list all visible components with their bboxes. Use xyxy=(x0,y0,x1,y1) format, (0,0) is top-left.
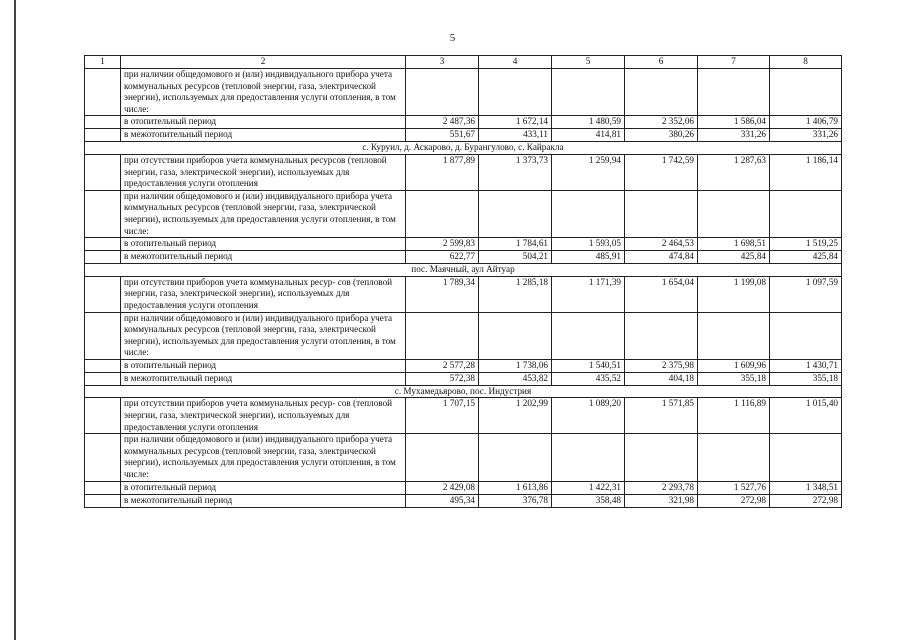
value-cell: 1 406,79 xyxy=(770,116,842,129)
empty-cell xyxy=(770,434,842,481)
value-cell: 495,34 xyxy=(406,494,479,507)
table-row-inter-heating xyxy=(85,494,842,507)
table-row-with-meter xyxy=(85,190,842,237)
row-description: при наличии общедомового и (или) индивидуального прибора учета коммунальных ресурсов (тепловой энергии, газа, электрической энергии), используемых для предоставления услуги отопления, в том числе: xyxy=(121,69,406,116)
column-number-row xyxy=(85,56,842,69)
value-cell: 453,82 xyxy=(479,372,552,385)
value-cell: 1 422,31 xyxy=(552,481,625,494)
column-header: 8 xyxy=(770,56,842,69)
locality-name: с. Мухамедьярово, пос. Индустрия xyxy=(85,385,842,398)
value-cell: 355,18 xyxy=(770,372,842,385)
row-number-cell xyxy=(85,398,121,434)
row-number-cell xyxy=(85,69,121,116)
value-cell: 2 599,83 xyxy=(406,238,479,251)
scan-page-edge xyxy=(14,0,16,640)
empty-cell xyxy=(698,69,770,116)
locality-name: с. Куруил, д. Аскарово, д. Бурангулово, с. Кайракла xyxy=(85,142,842,155)
row-description: при отсутствии приборов учета коммунальных ресурсов (тепловой энергии, газа, электрической энергии), используемых для предоставления услуги отопления xyxy=(121,154,406,190)
value-cell: 1 373,73 xyxy=(479,154,552,190)
row-description: в отопительный период xyxy=(121,481,406,494)
empty-cell xyxy=(770,69,842,116)
table-row-heating xyxy=(85,238,842,251)
value-cell: 425,84 xyxy=(770,251,842,264)
value-cell: 1 784,61 xyxy=(479,238,552,251)
value-cell: 425,84 xyxy=(698,251,770,264)
table-row-no-meter xyxy=(85,154,842,190)
column-header: 1 xyxy=(85,56,121,69)
row-number-cell xyxy=(85,154,121,190)
row-number-cell xyxy=(85,129,121,142)
value-cell: 1 672,14 xyxy=(479,116,552,129)
row-number-cell xyxy=(85,494,121,507)
empty-cell xyxy=(406,434,479,481)
value-cell: 2 487,36 xyxy=(406,116,479,129)
row-number-cell xyxy=(85,251,121,264)
value-cell: 1 097,59 xyxy=(770,276,842,312)
row-description: при наличии общедомового и (или) индивидуального прибора учета коммунальных ресурсов (тепловой энергии, газа, электрической энергии), используемых для предоставления услуги отопления, в том числе: xyxy=(121,434,406,481)
table-row-heating xyxy=(85,481,842,494)
empty-cell xyxy=(479,69,552,116)
row-number-cell xyxy=(85,238,121,251)
value-cell: 2 352,06 xyxy=(625,116,698,129)
value-cell: 1 259,94 xyxy=(552,154,625,190)
value-cell: 1 877,89 xyxy=(406,154,479,190)
row-description: в отопительный период xyxy=(121,116,406,129)
value-cell: 2 429,08 xyxy=(406,481,479,494)
value-cell: 1 186,14 xyxy=(770,154,842,190)
empty-cell xyxy=(552,434,625,481)
row-description: при наличии общедомового и (или) индивидуального прибора учета коммунальных ресурсов (тепловой энергии, газа, электрической энергии), используемых для предоставления услуги отопления, в том числе: xyxy=(121,312,406,359)
page-number: 5 xyxy=(449,32,456,44)
value-cell: 1 287,63 xyxy=(698,154,770,190)
row-description: в отопительный период xyxy=(121,238,406,251)
value-cell: 272,98 xyxy=(698,494,770,507)
column-header: 5 xyxy=(552,56,625,69)
row-description: при наличии общедомового и (или) индивидуального прибора учета коммунальных ресурсов (тепловой энергии, газа, электрической энергии), используемых для предоставления услуги отопления, в том числе: xyxy=(121,190,406,237)
value-cell: 358,48 xyxy=(552,494,625,507)
value-cell: 1 348,51 xyxy=(770,481,842,494)
value-cell: 2 577,28 xyxy=(406,359,479,372)
table-row-no-meter xyxy=(85,398,842,434)
value-cell: 1 540,51 xyxy=(552,359,625,372)
value-cell: 1 480,59 xyxy=(552,116,625,129)
row-number-cell xyxy=(85,434,121,481)
table-row-with-meter xyxy=(85,434,842,481)
value-cell: 1 089,20 xyxy=(552,398,625,434)
empty-cell xyxy=(406,190,479,237)
row-number-cell xyxy=(85,190,121,237)
column-header: 3 xyxy=(406,56,479,69)
table-row-inter-heating xyxy=(85,251,842,264)
value-cell: 1 742,59 xyxy=(625,154,698,190)
value-cell: 1 571,85 xyxy=(625,398,698,434)
value-cell: 572,38 xyxy=(406,372,479,385)
locality-name: пос. Маячный, аул Айтуар xyxy=(85,264,842,277)
value-cell: 435,52 xyxy=(552,372,625,385)
row-number-cell xyxy=(85,481,121,494)
value-cell: 272,98 xyxy=(770,494,842,507)
row-description: в межотопительный период xyxy=(121,129,406,142)
table-row-heating xyxy=(85,359,842,372)
empty-cell xyxy=(625,312,698,359)
column-header: 6 xyxy=(625,56,698,69)
empty-cell xyxy=(479,434,552,481)
value-cell: 321,98 xyxy=(625,494,698,507)
row-description: в межотопительный период xyxy=(121,494,406,507)
value-cell: 1 789,34 xyxy=(406,276,479,312)
row-description: в отопительный период xyxy=(121,359,406,372)
value-cell: 504,21 xyxy=(479,251,552,264)
value-cell: 355,18 xyxy=(698,372,770,385)
value-cell: 1 519,25 xyxy=(770,238,842,251)
row-number-cell xyxy=(85,276,121,312)
column-header: 7 xyxy=(698,56,770,69)
value-cell: 1 285,18 xyxy=(479,276,552,312)
table-row-with-meter xyxy=(85,69,842,116)
locality-header-row xyxy=(85,385,842,398)
value-cell: 551,67 xyxy=(406,129,479,142)
value-cell: 1 202,99 xyxy=(479,398,552,434)
empty-cell xyxy=(625,69,698,116)
value-cell: 485,91 xyxy=(552,251,625,264)
row-number-cell xyxy=(85,116,121,129)
value-cell: 2 293,78 xyxy=(625,481,698,494)
value-cell: 2 375,98 xyxy=(625,359,698,372)
value-cell: 331,26 xyxy=(698,129,770,142)
value-cell: 2 464,53 xyxy=(625,238,698,251)
value-cell: 474,84 xyxy=(625,251,698,264)
empty-cell xyxy=(406,69,479,116)
value-cell: 1 613,86 xyxy=(479,481,552,494)
value-cell: 1 586,04 xyxy=(698,116,770,129)
empty-cell xyxy=(625,434,698,481)
value-cell: 331,26 xyxy=(770,129,842,142)
value-cell: 1 430,71 xyxy=(770,359,842,372)
row-number-cell xyxy=(85,372,121,385)
value-cell: 380,26 xyxy=(625,129,698,142)
column-header: 2 xyxy=(121,56,406,69)
tariff-table xyxy=(84,55,842,508)
value-cell: 1 609,96 xyxy=(698,359,770,372)
table-row-inter-heating xyxy=(85,372,842,385)
value-cell: 404,18 xyxy=(625,372,698,385)
empty-cell xyxy=(698,190,770,237)
value-cell: 433,11 xyxy=(479,129,552,142)
value-cell: 1 171,39 xyxy=(552,276,625,312)
empty-cell xyxy=(552,190,625,237)
table-row-no-meter xyxy=(85,276,842,312)
value-cell: 1 707,15 xyxy=(406,398,479,434)
value-cell: 622,77 xyxy=(406,251,479,264)
empty-cell xyxy=(552,312,625,359)
table-row-heating xyxy=(85,116,842,129)
value-cell: 376,78 xyxy=(479,494,552,507)
value-cell: 1 527,76 xyxy=(698,481,770,494)
empty-cell xyxy=(698,434,770,481)
empty-cell xyxy=(479,312,552,359)
locality-header-row xyxy=(85,142,842,155)
value-cell: 1 698,51 xyxy=(698,238,770,251)
value-cell: 1 116,89 xyxy=(698,398,770,434)
empty-cell xyxy=(698,312,770,359)
value-cell: 1 015,40 xyxy=(770,398,842,434)
row-number-cell xyxy=(85,312,121,359)
locality-header-row xyxy=(85,264,842,277)
row-description: в межотопительный период xyxy=(121,251,406,264)
empty-cell xyxy=(552,69,625,116)
value-cell: 1 738,06 xyxy=(479,359,552,372)
row-description: при отсутствии приборов учета коммунальных ресур- сов (тепловой энергии, газа, электрической энергии), используемых для предоставления услуги отопления xyxy=(121,276,406,312)
row-number-cell xyxy=(85,359,121,372)
value-cell: 1 593,05 xyxy=(552,238,625,251)
row-description: при отсутствии приборов учета коммунальных ресур- сов (тепловой энергии, газа, электрической энергии), используемых для предоставления услуги отопления xyxy=(121,398,406,434)
row-description: в межотопительный период xyxy=(121,372,406,385)
empty-cell xyxy=(770,190,842,237)
empty-cell xyxy=(406,312,479,359)
empty-cell xyxy=(625,190,698,237)
table-row-with-meter xyxy=(85,312,842,359)
value-cell: 1 654,04 xyxy=(625,276,698,312)
empty-cell xyxy=(479,190,552,237)
column-header: 4 xyxy=(479,56,552,69)
empty-cell xyxy=(770,312,842,359)
value-cell: 414,81 xyxy=(552,129,625,142)
value-cell: 1 199,08 xyxy=(698,276,770,312)
table-row-inter-heating xyxy=(85,129,842,142)
